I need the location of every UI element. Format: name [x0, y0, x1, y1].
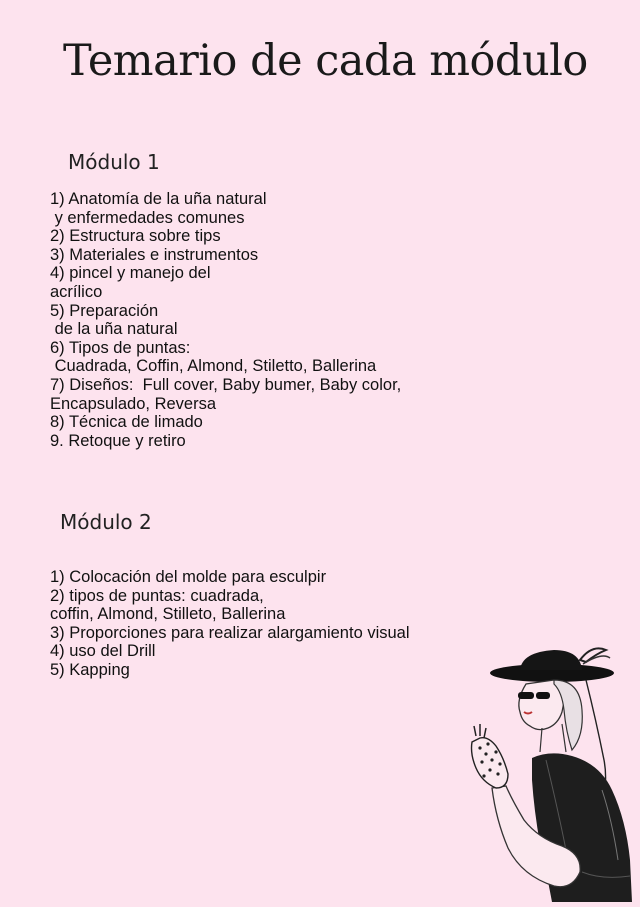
module-2-heading: Módulo 2: [60, 510, 152, 534]
module-1-line: y enfermedades comunes: [50, 208, 245, 227]
module-1-line: 9. Retoque y retiro: [50, 431, 186, 450]
module-1-line: Cuadrada, Coffin, Almond, Stiletto, Ballerina: [50, 357, 377, 376]
module-2-line: 5) Kapping: [50, 660, 130, 679]
module-1-line: 8) Técnica de limado: [50, 413, 203, 432]
module-1-line: 1) Anatomía de la uña natural: [50, 190, 267, 208]
module-1-line: 4) pincel y manejo del: [50, 264, 211, 283]
module-2-topic-list: [50, 568, 410, 680]
module-1-line: 6) Tipos de puntas:: [50, 338, 191, 357]
module-2-line: 2) tipos de puntas: cuadrada,: [50, 586, 264, 605]
module-2-line: coffin, Almond, Stilleto, Ballerina: [50, 605, 286, 624]
module-1-line: 2) Estructura sobre tips: [50, 227, 221, 246]
module-1-line: de la uña natural: [50, 320, 178, 339]
module-2-line: 3) Proporciones para realizar alargamiento visual: [50, 623, 410, 642]
module-1-line: Encapsulado, Reversa: [50, 394, 217, 413]
module-1-line: 3) Materiales e instrumentos: [50, 245, 259, 264]
page-title: Temario de cada módulo: [63, 36, 588, 86]
woman-with-hat-illustration-icon: [462, 640, 640, 907]
module-2-line: 1) Colocación del molde para esculpir: [50, 568, 327, 586]
module-1-line: 7) Diseños: Full cover, Baby bumer, Baby color,: [50, 375, 402, 394]
module-1-line: 5) Preparación: [50, 301, 159, 320]
module-1-heading: Módulo 1: [68, 150, 160, 174]
module-2-line: 4) uso del Drill: [50, 642, 156, 661]
module-1-line: acrílico: [50, 282, 103, 301]
module-1-topic-list: [50, 190, 401, 450]
